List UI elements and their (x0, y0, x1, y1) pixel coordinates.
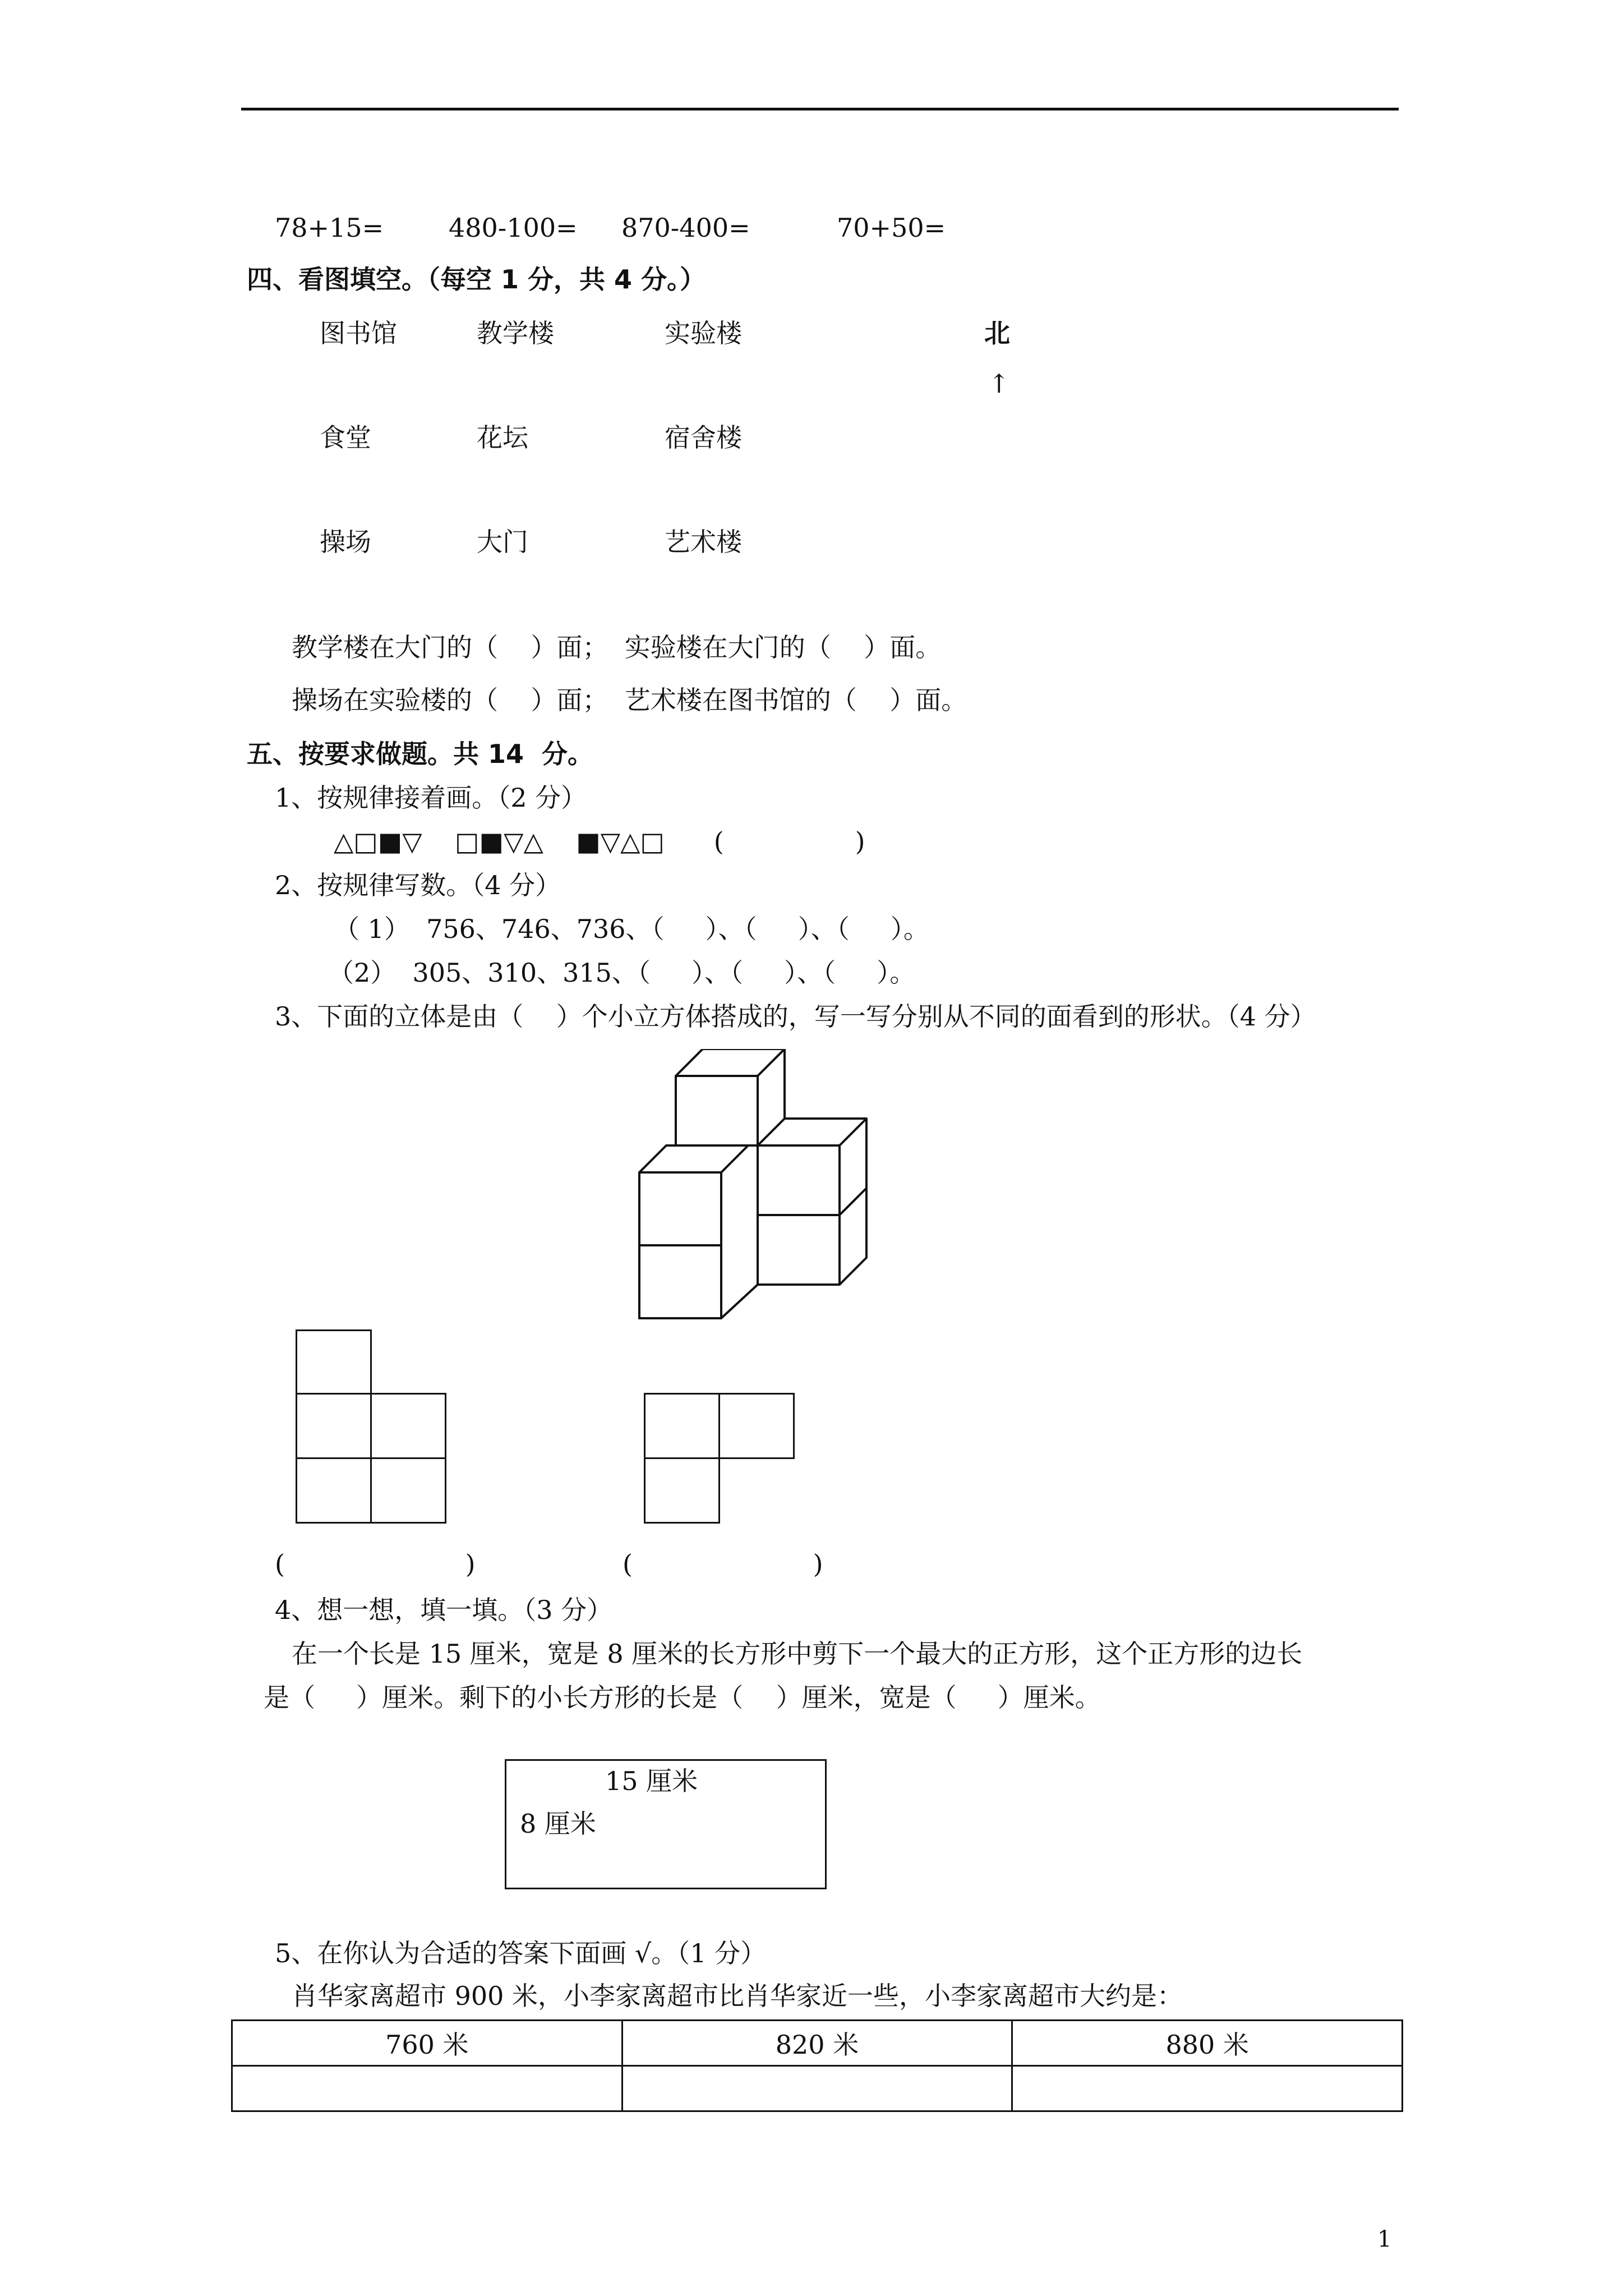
cube-stack-figure (634, 1049, 869, 1324)
map-lab-building: 实验楼 (665, 318, 742, 348)
s4-question-1: 教学楼在大门的（ ）面； 实验楼在大门的（ ）面。 (292, 632, 942, 662)
p4-line-1: 在一个长是 15 厘米，宽是 8 厘米的长方形中剪下一个最大的正方形，这个正方形的边长 (292, 1639, 1303, 1669)
page-number: 1 (1377, 2226, 1392, 2252)
p1-title: 1、按规律接着画。（2 分） (275, 783, 587, 813)
grid-cell (296, 1329, 372, 1395)
map-art-building: 艺术楼 (665, 527, 742, 557)
answer-cell-820[interactable] (622, 2066, 1012, 2111)
grid-cell (370, 1393, 446, 1459)
map-teaching-building: 教学楼 (477, 318, 554, 348)
rect-width-label: 8 厘米 (520, 1809, 596, 1839)
option-820: 820 米 (622, 2021, 1012, 2066)
arith-1: 78+15= (275, 213, 384, 243)
rect-length-label: 15 厘米 (605, 1766, 698, 1796)
answer-cell-880[interactable] (1012, 2066, 1403, 2111)
grid-cell (296, 1393, 372, 1459)
map-dormitory: 宿舍楼 (665, 422, 742, 453)
arith-2: 480-100= (449, 213, 578, 243)
grid-cell (718, 1393, 795, 1459)
option-880: 880 米 (1012, 2021, 1403, 2066)
p2-line-1: （ 1） 756、746、736、（ ）、（ ）、（ ）。 (334, 914, 929, 944)
table-row (232, 2021, 1403, 2066)
grid-cell (370, 1457, 446, 1524)
section-5-heading: 五、按要求做题。共 14 分。 (247, 739, 594, 769)
map-playground: 操场 (320, 527, 371, 557)
map-canteen: 食堂 (320, 422, 371, 453)
option-760: 760 米 (232, 2021, 623, 2066)
north-arrow-icon: ↑ (988, 369, 1010, 399)
p5-title: 5、在你认为合适的答案下面画 √。（1 分） (275, 1938, 767, 1968)
grid-cell (644, 1457, 720, 1524)
p3-blank-left: ( ) (275, 1549, 476, 1579)
arith-3: 870-400= (621, 213, 750, 243)
grid-cell (296, 1457, 372, 1524)
p2-line-2: （2） 305、310、315、（ ）、（ ）、（ ）。 (328, 958, 916, 988)
north-label: 北 (984, 318, 1010, 348)
arith-4: 70+50= (837, 213, 946, 243)
grid-cell (644, 1393, 720, 1459)
map-library: 图书馆 (320, 318, 397, 348)
p2-title: 2、按规律写数。（4 分） (275, 870, 561, 900)
answer-table (231, 2019, 1403, 2112)
section-4-heading: 四、看图填空。（每空 1 分，共 4 分。） (247, 264, 706, 295)
header-rule (241, 108, 1399, 111)
s4-question-2: 操场在实验楼的（ ）面； 艺术楼在图书馆的（ ）面。 (292, 685, 967, 715)
answer-cell-760[interactable] (232, 2066, 623, 2111)
rectangle-figure (505, 1759, 827, 1889)
p1-sequence: △□■▽ □■▽△ ■▽△□ ( ) (334, 826, 865, 857)
p5-question: 肖华家离超市 900 米，小李家离超市比肖华家近一些，小李家离超市大约是： (292, 1981, 1183, 2011)
p3-title: 3、下面的立体是由（ ）个小立方体搭成的，写一写分别从不同的面看到的形状。（4 分） (275, 1001, 1316, 1032)
p3-blank-right: ( ) (623, 1549, 823, 1579)
table-row (232, 2066, 1403, 2111)
map-gate: 大门 (477, 527, 528, 557)
p4-title: 4、想一想，填一填。（3 分） (275, 1595, 613, 1625)
p4-line-2: 是（ ）厘米。剩下的小长方形的长是（ ）厘米，宽是（ ）厘米。 (264, 1682, 1101, 1713)
map-flowerbed: 花坛 (477, 422, 528, 453)
